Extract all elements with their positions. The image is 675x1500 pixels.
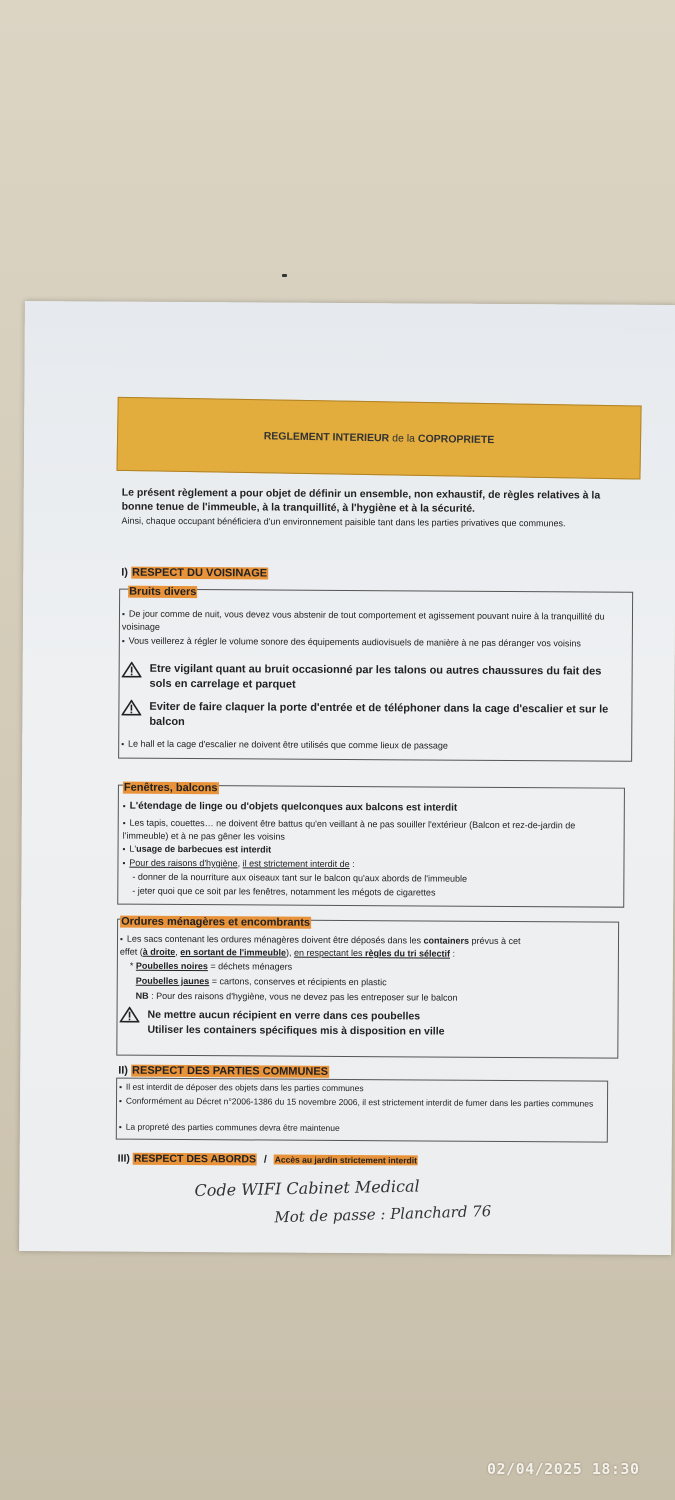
section3-number: III)	[117, 1152, 130, 1165]
fenetres-item1: ▪ L'étendage de linge ou d'objets quelconques aux balcons est interdit	[123, 801, 618, 816]
ordures-nb-text: : Pour des raisons d'hygiène, vous ne devez pas les entreposer sur le balcon	[148, 990, 458, 1003]
ordures-warn-line2: Utiliser les containers spécifiques mis à disposition en ville	[147, 1023, 445, 1038]
section3-heading	[118, 1153, 418, 1167]
ordures-line2c: ,	[175, 946, 181, 957]
fenetres-item3-prefix: L'	[129, 843, 137, 854]
title-part1: REGLEMENT INTERIEUR	[263, 430, 390, 445]
ordures-noires: * Poubelles noires = déchets ménagers	[129, 960, 293, 972]
section3-subtitle: Accès au jardin strictement interdit	[274, 1154, 417, 1166]
bruits-warn2: Eviter de faire claquer la porte d'entrée et de téléphoner dans la cage d'escalier et sur le balcon	[149, 700, 609, 729]
title-banner	[116, 397, 641, 480]
fenetres-item2: ▪ Les tapis, couettes… ne doivent être battus qu'en veillant à ne pas souiller l'extérieur (Balcon et rez-de-jardin de l'immeuble) et à ne pas gêner les voisins	[123, 817, 618, 845]
intro-bold-text: Le présent règlement a pour objet de définir un ensemble, non exhaustif, de règles relatives à la bonne tenue de l'immeuble, à la tranquillité, à l'hygiène et à la sécurité.	[121, 486, 601, 515]
wall-mark	[282, 274, 287, 277]
section2-number: II)	[118, 1064, 129, 1077]
fenetres-item4-u1: Pour des raisons d'hygiène	[129, 857, 238, 869]
bruits-item3: ▪ Le hall et la cage d'escalier ne doivent être utilisés que comme lieux de passage	[121, 738, 627, 754]
warning-icon	[122, 662, 142, 678]
section1-number: I)	[121, 566, 129, 579]
box-parties-communes	[116, 1078, 608, 1143]
handwriting-wifi-line: Code WIFI Cabinet Medical	[194, 1176, 420, 1201]
ordures-line2a: effet (	[119, 946, 143, 957]
photo-timestamp: 02/04/2025 18:30	[487, 1460, 640, 1478]
fenetres-dash1: - donner de la nourriture aux oiseaux tant sur le balcon qu'aux abords de l'immeuble	[132, 871, 468, 884]
fenetres-item4-u2: il est strictement interdit de	[242, 858, 350, 870]
section2-item1: ▪ Il est interdit de déposer des objets dans les parties communes	[119, 1081, 603, 1097]
ordures-nb-label: NB	[135, 990, 149, 1001]
bruits-item2: ▪ Vous veillerez à régler le volume sonore des équipements audiovisuels de manière à ne pas déranger vos voisins	[122, 635, 628, 651]
intro-normal-text: Ainsi, chaque occupant bénéficiera d'un environnement paisible tant dans les parties privatives que communes.	[121, 515, 566, 529]
ordures-line2d: en sortant de l'immeuble	[180, 946, 287, 958]
bruits-title: Bruits divers	[129, 585, 197, 599]
section2-item3: ▪ La propreté des parties communes devra être maintenue	[119, 1121, 603, 1137]
box-bruits	[118, 585, 633, 762]
ordures-line2f: en respectant les	[293, 947, 366, 959]
ordures-line2g: règles du tri sélectif	[365, 948, 451, 959]
ordures-line2b: à droite	[142, 946, 176, 957]
title-part2: de la	[392, 432, 416, 445]
section3-title: RESPECT DES ABORDS	[133, 1152, 257, 1166]
bruits-item1: ▪ De jour comme de nuit, vous devez vous abstenir de tout comportement et agissement pouvant nuire à la tranquillité du voisinage	[122, 608, 628, 636]
ordures-nb	[136, 990, 616, 1005]
section1-heading	[121, 567, 268, 580]
fenetres-item4-mid: ,	[237, 858, 243, 869]
fenetres-title: Fenêtres, balcons	[123, 781, 218, 795]
ordures-line2	[120, 946, 615, 961]
ordures-noires-label: Poubelles noires	[135, 960, 208, 972]
ordures-jaunes	[136, 975, 616, 990]
ordures-warn-line1: Ne mettre aucun récipient en verre dans ces poubelles	[147, 1008, 421, 1023]
section2-item2: ▪ Conformément au Décret n°2006-1386 du 15 novembre 2006, il est strictement interdit de fumer dans les parties communes	[119, 1095, 603, 1111]
ordures-line1a: Les sacs contenant les ordures ménagères doivent être déposés dans les	[126, 933, 424, 946]
notice-sheet	[19, 301, 675, 1255]
ordures-line1c: prévus à cet	[469, 935, 521, 947]
bruits-warn1: Etre vigilant quant au bruit occasionné par les talons ou autres chaussures du fait des sols en carrelage et parquet	[149, 662, 602, 691]
ordures-noires-text: = déchets ménagers	[207, 961, 293, 972]
intro-paragraph	[122, 486, 634, 530]
fenetres-item4-end: :	[349, 859, 355, 870]
warning-icon	[121, 700, 141, 716]
ordures-line2e: ),	[285, 947, 295, 958]
section2-title: RESPECT DES PARTIES COMMUNES	[132, 1064, 329, 1078]
handwriting-password-line: Mot de passe : Planchard 76	[274, 1202, 492, 1227]
fenetres-dash2: - jeter quoi que ce soit par les fenêtres, notamment les mégots de cigarettes	[132, 885, 436, 898]
section2-heading	[118, 1065, 329, 1078]
ordures-jaunes-label: Poubelles jaunes	[135, 975, 210, 987]
title-part3: COPROPRIETE	[417, 432, 495, 447]
box-ordures	[116, 915, 619, 1059]
warning-icon	[120, 1007, 140, 1023]
ordures-line2h: :	[450, 948, 456, 959]
box-fenetres	[117, 781, 625, 908]
section1-title: RESPECT DU VOISINAGE	[132, 566, 268, 580]
ordures-title: Ordures ménagères et encombrants	[121, 915, 311, 929]
ordures-line1b: containers	[423, 935, 470, 946]
section3-separator: /	[263, 1153, 267, 1166]
ordures-jaunes-text: = cartons, conserves et récipients en plastic	[209, 976, 387, 988]
fenetres-item3-bold: usage de barbecues est interdit	[136, 843, 272, 855]
